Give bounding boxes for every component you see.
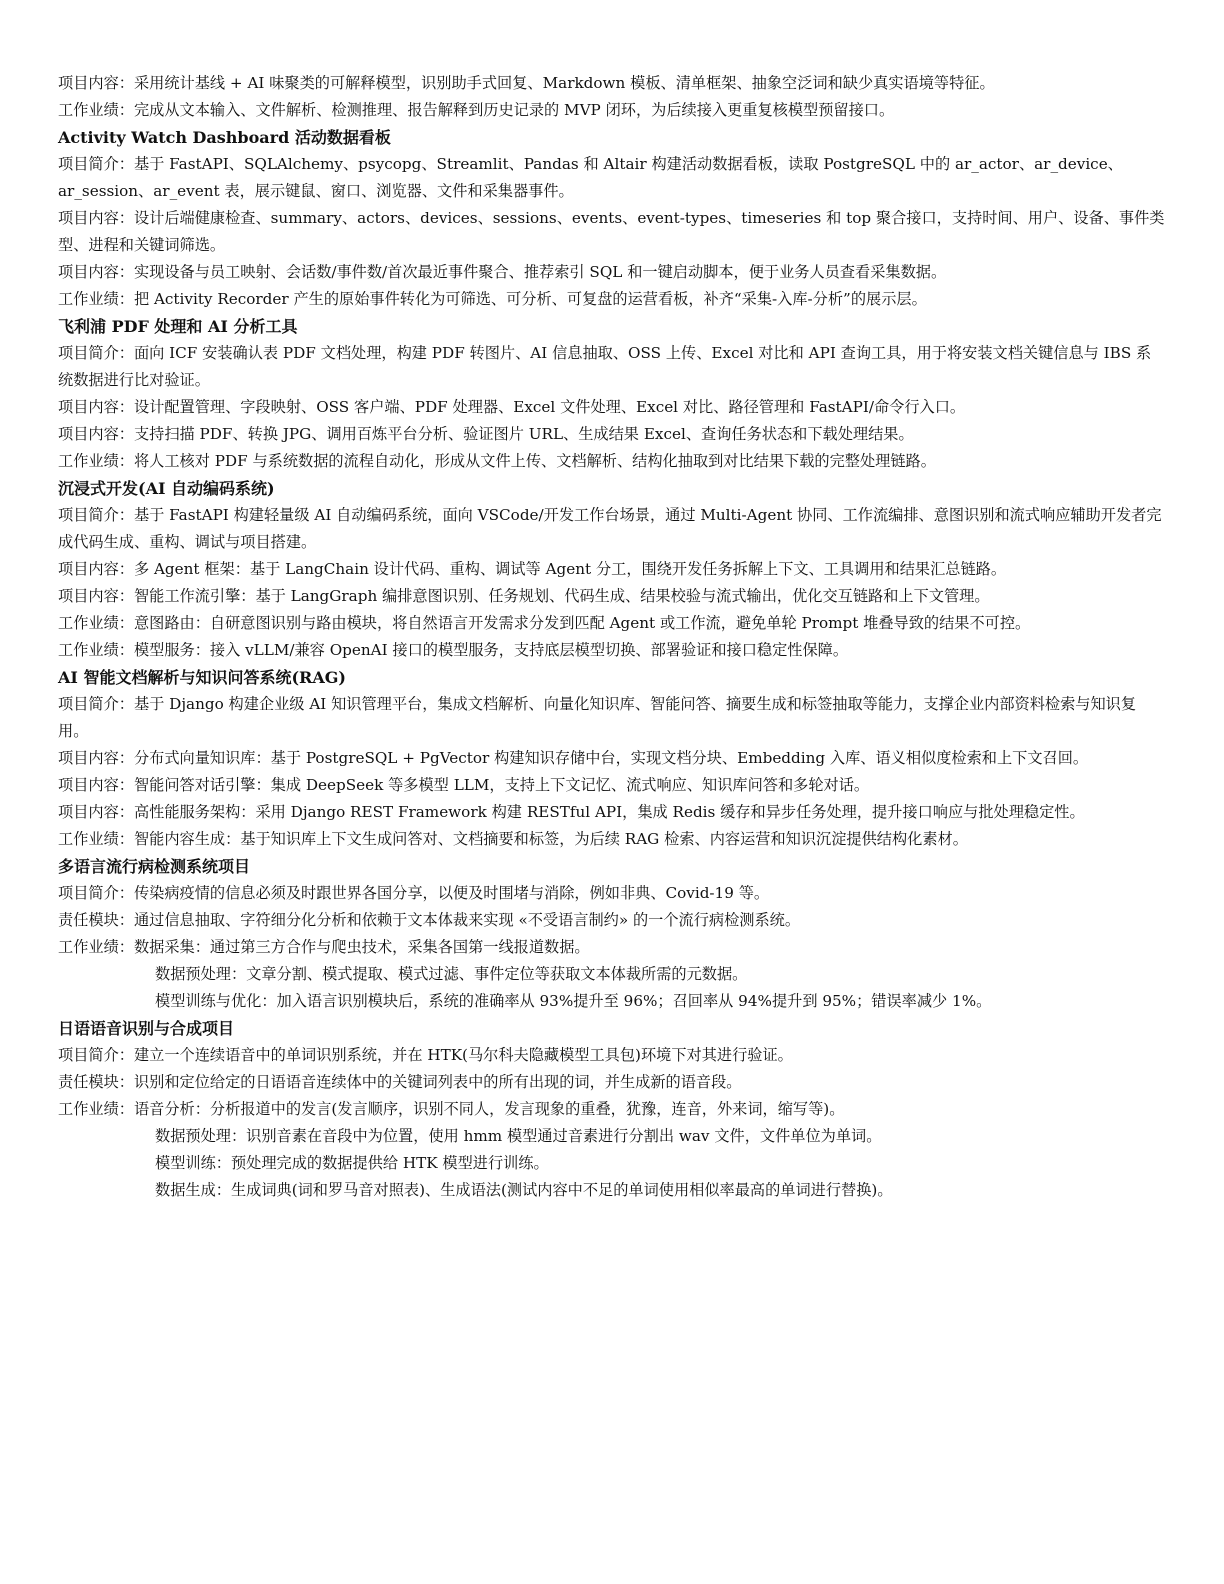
resume-paragraph — [58, 691, 1166, 745]
field-label: 项目内容： — [58, 74, 134, 92]
field-text: 分布式向量知识库：基于 PostgreSQL + PgVector 构建知识存储中台，实现文档分块、Embedding 入库、语义相似度检索和上下文召回。 — [133, 749, 1089, 767]
resume-paragraph — [58, 583, 1166, 610]
field-text: 基于 FastAPI、SQLAlchemy、psycopg、Streamlit、Pandas 和 Altair 构建活动数据看板，读取 PostgreSQL 中的 ar_actor、ar_device、ar_session、ar_event 表，展示键鼠、窗口、浏览器、文件和采集器事件。 — [58, 155, 1123, 200]
project-heading: 飞利浦 PDF 处理和 AI 分析工具 — [58, 317, 298, 336]
field-label: 责任模块： — [58, 911, 134, 929]
resume-paragraph — [58, 448, 1166, 475]
project-heading: 日语语音识别与合成项目 — [58, 1019, 235, 1038]
field-label: 工作业绩： — [58, 1100, 134, 1118]
field-label: 工作业绩： — [58, 101, 134, 119]
field-text: 面向 ICF 安装确认表 PDF 文档处理，构建 PDF 转图片、AI 信息抽取、OSS 上传、Excel 对比和 API 查询工具，用于将安装文档关键信息与 IBS 系统数据进行比对验证。 — [58, 344, 1152, 389]
resume-paragraph — [58, 1096, 1166, 1123]
field-text: 语音分析：分析报道中的发言(发言顺序，识别不同人，发言现象的重叠，犹豫，连音，外来词，缩写等)。 — [133, 1100, 845, 1118]
field-label: 项目简介： — [58, 884, 134, 902]
resume-paragraph — [58, 286, 1166, 313]
resume-paragraph — [58, 421, 1166, 448]
project-heading: 多语言流行病检测系统项目 — [58, 857, 251, 876]
resume-paragraph — [58, 610, 1166, 637]
resume-paragraph — [58, 1042, 1166, 1069]
field-label: 项目简介： — [58, 695, 134, 713]
field-label: 项目内容： — [58, 803, 134, 821]
resume-paragraph — [58, 799, 1166, 826]
resume-paragraph — [58, 205, 1166, 259]
field-label: 责任模块： — [58, 1073, 134, 1091]
field-label: 工作业绩： — [58, 938, 134, 956]
result-subitem: 模型训练与优化：加入语言识别模块后，系统的准确率从 93%提升至 96%；召回率从 94%提升到 95%；错误率减少 1%。 — [155, 992, 992, 1010]
field-label: 项目简介： — [58, 1046, 134, 1064]
field-text: 设计配置管理、字段映射、OSS 客户端、PDF 处理器、Excel 文件处理、Excel 对比、路径管理和 FastAPI/命令行入口。 — [133, 398, 966, 416]
field-text: 完成从文本输入、文件解析、检测推理、报告解释到历史记录的 MVP 闭环，为后续接入更重复核模型预留接口。 — [133, 101, 895, 119]
project-heading: 沉浸式开发(AI 自动编码系统) — [58, 479, 275, 498]
field-text: 高性能服务架构：采用 Django REST Framework 构建 RESTful API，集成 Redis 缓存和异步任务处理，提升接口响应与批处理稳定性。 — [133, 803, 1085, 821]
resume-paragraph — [58, 502, 1166, 556]
resume-paragraph — [58, 1069, 1166, 1096]
field-label: 工作业绩： — [58, 290, 134, 308]
project-heading: Activity Watch Dashboard 活动数据看板 — [58, 128, 391, 147]
field-label: 工作业绩： — [58, 452, 134, 470]
resume-paragraph — [58, 637, 1166, 664]
field-label: 工作业绩： — [58, 641, 134, 659]
field-text: 采用统计基线 + AI 味聚类的可解释模型，识别助手式回复、Markdown 模板、清单框架、抽象空泛词和缺少真实语境等特征。 — [133, 74, 995, 92]
field-label: 项目内容： — [58, 425, 134, 443]
resume-paragraph — [58, 97, 1166, 124]
field-text: 把 Activity Recorder 产生的原始事件转化为可筛选、可分析、可复盘的运营看板，补齐“采集-入库-分析”的展示层。 — [133, 290, 927, 308]
field-text: 将人工核对 PDF 与系统数据的流程自动化，形成从文件上传、文档解析、结构化抽取到对比结果下载的完整处理链路。 — [133, 452, 936, 470]
field-label: 项目内容： — [58, 587, 134, 605]
field-text: 智能工作流引擎：基于 LangGraph 编排意图识别、任务规划、代码生成、结果校验与流式输出，优化交互链路和上下文管理。 — [133, 587, 990, 605]
field-text: 模型服务：接入 vLLM/兼容 OpenAI 接口的模型服务，支持底层模型切换、部署验证和接口稳定性保障。 — [133, 641, 849, 659]
resume-paragraph — [58, 259, 1166, 286]
resume-paragraph — [58, 907, 1166, 934]
result-subitem: 数据预处理：识别音素在音段中为位置，使用 hmm 模型通过音素进行分割出 wav 文件，文件单位为单词。 — [155, 1127, 882, 1145]
resume-paragraph — [58, 745, 1166, 772]
field-text: 智能内容生成：基于知识库上下文生成问答对、文档摘要和标签，为后续 RAG 检索、内容运营和知识沉淀提供结构化素材。 — [133, 830, 968, 848]
field-text: 数据采集：通过第三方合作与爬虫技术，采集各国第一线报道数据。 — [133, 938, 590, 956]
resume-page — [58, 70, 1166, 1204]
field-label: 项目简介： — [58, 506, 134, 524]
result-subitem: 数据生成：生成词典(词和罗马音对照表)、生成语法(测试内容中不足的单词使用相似率最高的单词进行替换)。 — [155, 1181, 893, 1199]
field-text: 通过信息抽取、字符细分化分析和依赖于文本体裁来实现 «不受语言制约» 的一个流行病检测系统。 — [133, 911, 801, 929]
field-text: 多 Agent 框架：基于 LangChain 设计代码、重构、调试等 Agent 分工，围绕开发任务拆解上下文、工具调用和结果汇总链路。 — [133, 560, 1007, 578]
field-text: 识别和定位给定的日语语音连续体中的关键词列表中的所有出现的词，并生成新的语音段。 — [133, 1073, 742, 1091]
result-subitem: 数据预处理：文章分割、模式提取、模式过滤、事件定位等获取文本体裁所需的元数据。 — [155, 965, 748, 983]
field-text: 基于 FastAPI 构建轻量级 AI 自动编码系统，面向 VSCode/开发工作台场景，通过 Multi-Agent 协同、工作流编排、意图识别和流式响应辅助开发者完成代码生成、重构、调试与项目搭建。 — [58, 506, 1162, 551]
field-text: 意图路由：自研意图识别与路由模块，将自然语言开发需求分发到匹配 Agent 或工作流，避免单轮 Prompt 堆叠导致的结果不可控。 — [133, 614, 1031, 632]
field-label: 项目内容： — [58, 776, 134, 794]
field-label: 项目内容： — [58, 209, 134, 227]
field-text: 实现设备与员工映射、会话数/事件数/首次最近事件聚合、推荐索引 SQL 和一键启动脚本，便于业务人员查看采集数据。 — [133, 263, 947, 281]
field-label: 项目内容： — [58, 560, 134, 578]
field-label: 项目简介： — [58, 344, 134, 362]
field-text: 智能问答对话引擎：集成 DeepSeek 等多模型 LLM，支持上下文记忆、流式响应、知识库问答和多轮对话。 — [133, 776, 870, 794]
resume-paragraph — [58, 394, 1166, 421]
field-label: 项目内容： — [58, 263, 134, 281]
field-text: 基于 Django 构建企业级 AI 知识管理平台，集成文档解析、向量化知识库、智能问答、摘要生成和标签抽取等能力，支撑企业内部资料检索与知识复用。 — [58, 695, 1137, 740]
field-text: 传染病疫情的信息必须及时跟世界各国分享，以便及时围堵与消除，例如非典、Covid-19 等。 — [133, 884, 770, 902]
field-text: 设计后端健康检查、summary、actors、devices、sessions、events、event-types、timeseries 和 top 聚合接口，支持时间、用户、设备、事件类型、进程和关键词筛选。 — [58, 209, 1165, 254]
resume-paragraph — [58, 151, 1166, 205]
field-label: 工作业绩： — [58, 830, 134, 848]
resume-paragraph — [58, 826, 1166, 853]
field-text: 支持扫描 PDF、转换 JPG、调用百炼平台分析、验证图片 URL、生成结果 Excel、查询任务状态和下载处理结果。 — [133, 425, 914, 443]
resume-paragraph — [58, 934, 1166, 961]
result-subitem: 模型训练：预处理完成的数据提供给 HTK 模型进行训练。 — [155, 1154, 549, 1172]
resume-paragraph — [58, 880, 1166, 907]
field-text: 建立一个连续语音中的单词识别系统，并在 HTK(马尔科夫隐藏模型工具包)环境下对其进行验证。 — [133, 1046, 793, 1064]
field-label: 项目简介： — [58, 155, 134, 173]
field-label: 项目内容： — [58, 749, 134, 767]
field-label: 项目内容： — [58, 398, 134, 416]
project-heading: AI 智能文档解析与知识问答系统(RAG) — [58, 668, 346, 687]
field-label: 工作业绩： — [58, 614, 134, 632]
resume-paragraph — [58, 70, 1166, 97]
resume-paragraph — [58, 556, 1166, 583]
resume-paragraph — [58, 772, 1166, 799]
resume-paragraph — [58, 340, 1166, 394]
